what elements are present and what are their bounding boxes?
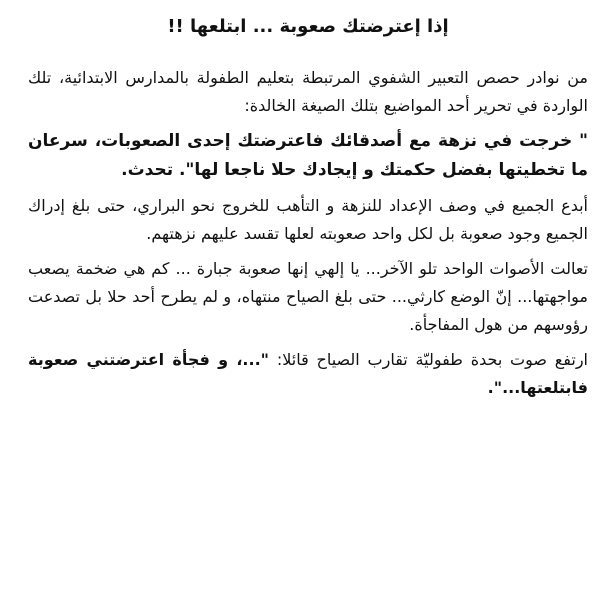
paragraph-voices: تعالت الأصوات الواحد تلو الآخر... يا إلهي إنها صعوبة جبارة ... كم هي ضخمة يصعب مواجهتها... إنّ الوضع كارثي... حتى بلغ الصياح منتهاه، و لم يطرح أحد حلا بل تصدعت رؤوسهم من هول المفاجأة. [28,259,588,334]
paragraph-topic-quote: " خرجت في نزهة مع أصدقائك فاعترضتك إحدى الصعوبات، سرعان ما تخطيتها بفضل حكمتك و إيجادك حلا ناجعا لها". تحدث. [28,131,588,180]
paragraph-ending [28,346,588,402]
paragraph-ending-lead: ارتفع صوت بحدة طفوليّة تقارب الصياح قائلا: [276,350,589,369]
document-title: إذا إعترضتك صعوبة ... ابتلعها !! [167,16,449,37]
paragraph-description: أبدع الجميع في وصف الإعداد للنزهة و التأهب للخروج نحو البراري، حتى بلغ إدراك الجميع وجود صعوبة بل لكل واحد صعوبته لعلها تقسد عليهم نزهتهم. [28,196,588,243]
paragraph-intro: من نوادر حصص التعبير الشفوي المرتبطة بتعليم الطفولة بالمدارس الابتدائية، تلك الواردة في تحرير أحد المواضيع بتلك الصيغة الخالدة: [28,68,588,115]
document-page [28,14,588,604]
final-quote: "...، و فجأة اعترضتني صعوبة فابتلعتها...". [28,350,588,397]
